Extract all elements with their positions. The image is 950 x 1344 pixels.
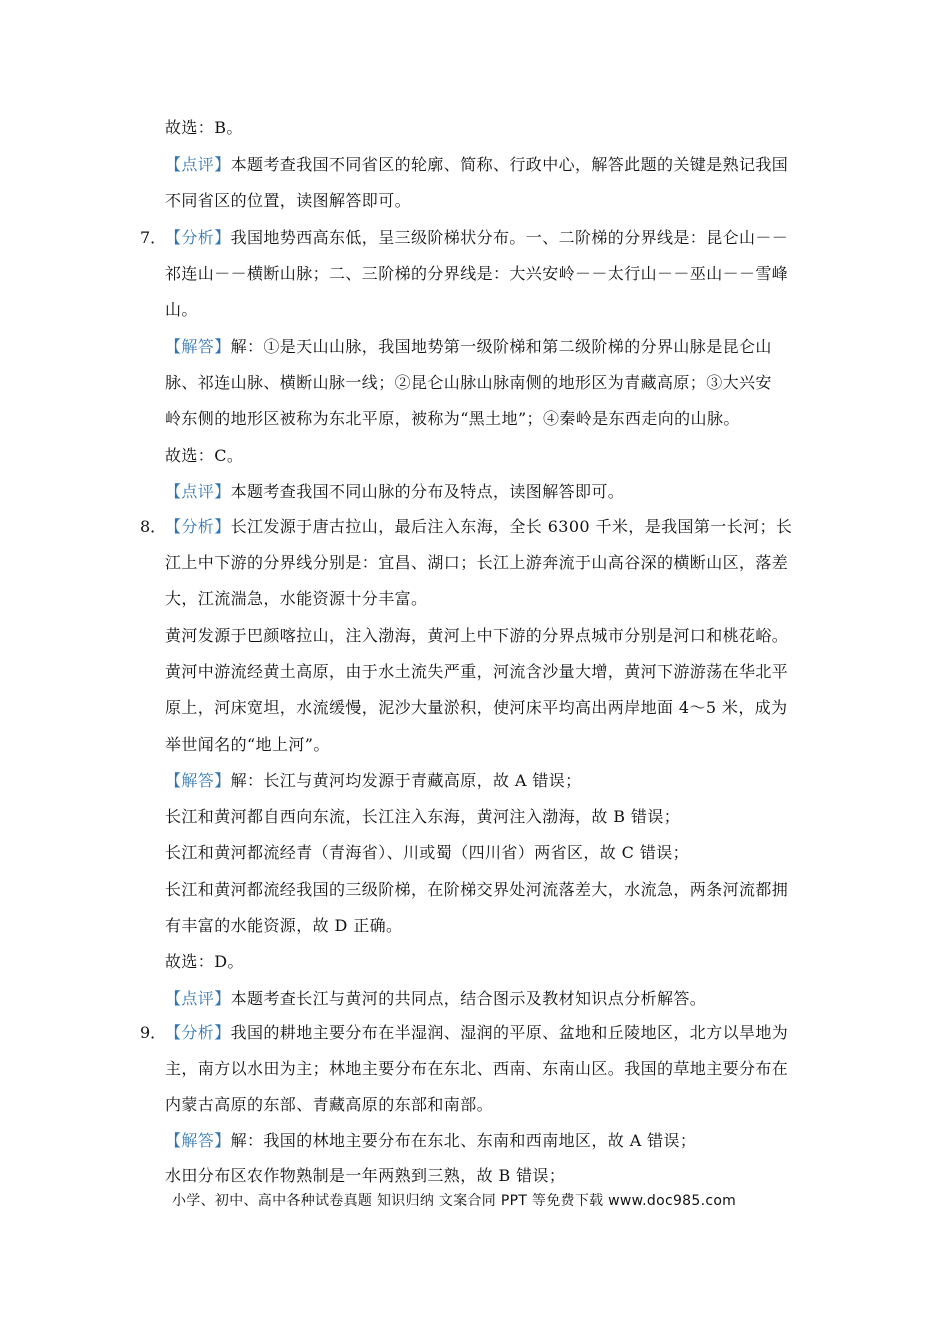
q8-analysis-line5: 黄河中游流经黄土高原，由于水土流失严重，河流含沙量大增，黄河下游游荡在华北平 — [165, 662, 789, 681]
q6-review-text: 本题考查我国不同省区的轮廓、简称、行政中心，解答此题的关键是熟记我国 — [230, 155, 789, 174]
q8-answer-line4: 长江和黄河都流经我国的三级阶梯，在阶梯交界处河流落差大，水流急，两条河流都拥 — [165, 880, 789, 899]
q8-answer-line2: 长江和黄河都自西向东流，长江注入东海，黄河注入渤海，故 B 错误； — [165, 807, 681, 826]
q8-analysis-text: 长江发源于唐古拉山，最后注入东海，全长 6300 千米，是我国第一长河；长 — [230, 517, 793, 536]
q8-answer — [165, 771, 582, 791]
q9-analysis — [165, 1023, 788, 1043]
q8-choice: 故选：D。 — [165, 952, 244, 971]
q8-analysis-line6: 原上，河床宽坦，水流缓慢，泥沙大量淤积，使河床平均高出两岸地面 4～5 米，成为 — [165, 698, 788, 717]
analysis-tag: 【分析】 — [165, 228, 231, 247]
q8-analysis-line3: 大，江流湍急，水能资源十分丰富。 — [165, 589, 428, 608]
q6-review — [165, 155, 788, 175]
q8-number: 8． — [140, 517, 167, 536]
q6-choice: 故选：B。 — [165, 118, 243, 137]
q9-analysis-line3: 内蒙古高原的东部、青藏高原的东部和南部。 — [165, 1095, 494, 1114]
q7-number: 7． — [140, 228, 167, 247]
q7-review-text: 本题考查我国不同山脉的分布及特点，读图解答即可。 — [230, 482, 625, 501]
q8-analysis-line4: 黄河发源于巴颜喀拉山，注入渤海，黄河上中下游的分界点城市分别是河口和桃花峪。 — [165, 626, 789, 645]
q9-analysis-line2: 主，南方以水田为主；林地主要分布在东北、西南、东南山区。我国的草地主要分布在 — [165, 1059, 789, 1078]
review-tag: 【点评】 — [165, 482, 231, 501]
q7-review — [165, 482, 624, 502]
q8-answer-text: 解：长江与黄河均发源于青藏高原，故 A 错误； — [230, 771, 582, 790]
analysis-tag: 【分析】 — [165, 517, 231, 536]
q9-answer — [165, 1131, 696, 1151]
q8-analysis — [165, 517, 792, 537]
q7-answer-line3: 岭东侧的地形区被称为东北平原，被称为“黑土地”；④秦岭是东西走向的山脉。 — [165, 409, 740, 428]
q7-answer-text: 解：①是天山山脉，我国地势第一级阶梯和第二级阶梯的分界山脉是昆仑山 — [230, 337, 772, 356]
q8-review — [165, 989, 706, 1009]
q7-choice: 故选：C。 — [165, 446, 244, 465]
answer-tag: 【解答】 — [165, 337, 231, 356]
q6-review-line2: 不同省区的位置，读图解答即可。 — [165, 191, 412, 210]
q7-analysis-line2: 祁连山－－横断山脉；二、三阶梯的分界线是：大兴安岭－－太行山－－巫山－－雪峰 — [165, 264, 789, 283]
q7-analysis-text: 我国地势西高东低，呈三级阶梯状分布。一、二阶梯的分界线是：昆仑山－－ — [230, 228, 789, 247]
q8-analysis-line2: 江上中下游的分界线分别是：宜昌、湖口；长江上游奔流于山高谷深的横断山区，落差 — [165, 553, 789, 572]
review-tag: 【点评】 — [165, 155, 231, 174]
q8-answer-line5: 有丰富的水能资源，故 D 正确。 — [165, 916, 403, 935]
q8-answer-line3: 长江和黄河都流经青（青海省）、川或蜀（四川省）两省区，故 C 错误； — [165, 843, 690, 862]
q8-review-text: 本题考查长江与黄河的共同点，结合图示及教材知识点分析解答。 — [230, 989, 707, 1008]
answer-tag: 【解答】 — [165, 1131, 231, 1150]
q8-analysis-line7: 举世闻名的“地上河”。 — [165, 735, 330, 754]
q9-answer-line2: 水田分布区农作物熟制是一年两熟到三熟，故 B 错误； — [165, 1166, 566, 1185]
page-footer: 小学、初中、高中各种试卷真题 知识归纳 文案合同 PPT 等免费下载 www.doc985.com — [172, 1193, 737, 1209]
q9-analysis-text: 我国的耕地主要分布在半湿润、湿润的平原、盆地和丘陵地区，北方以旱地为 — [230, 1023, 789, 1042]
q7-answer — [165, 337, 772, 357]
q7-answer-line2: 脉、祁连山脉、横断山脉一线；②昆仑山脉山脉南侧的地形区为青藏高原；③大兴安 — [165, 373, 772, 392]
q7-analysis-line3: 山。 — [165, 300, 198, 319]
analysis-tag: 【分析】 — [165, 1023, 231, 1042]
answer-tag: 【解答】 — [165, 771, 231, 790]
q9-answer-text: 解：我国的林地主要分布在东北、东南和西南地区，故 A 错误； — [230, 1131, 697, 1150]
review-tag: 【点评】 — [165, 989, 231, 1008]
q9-number: 9． — [140, 1023, 167, 1042]
q7-analysis — [165, 228, 788, 248]
